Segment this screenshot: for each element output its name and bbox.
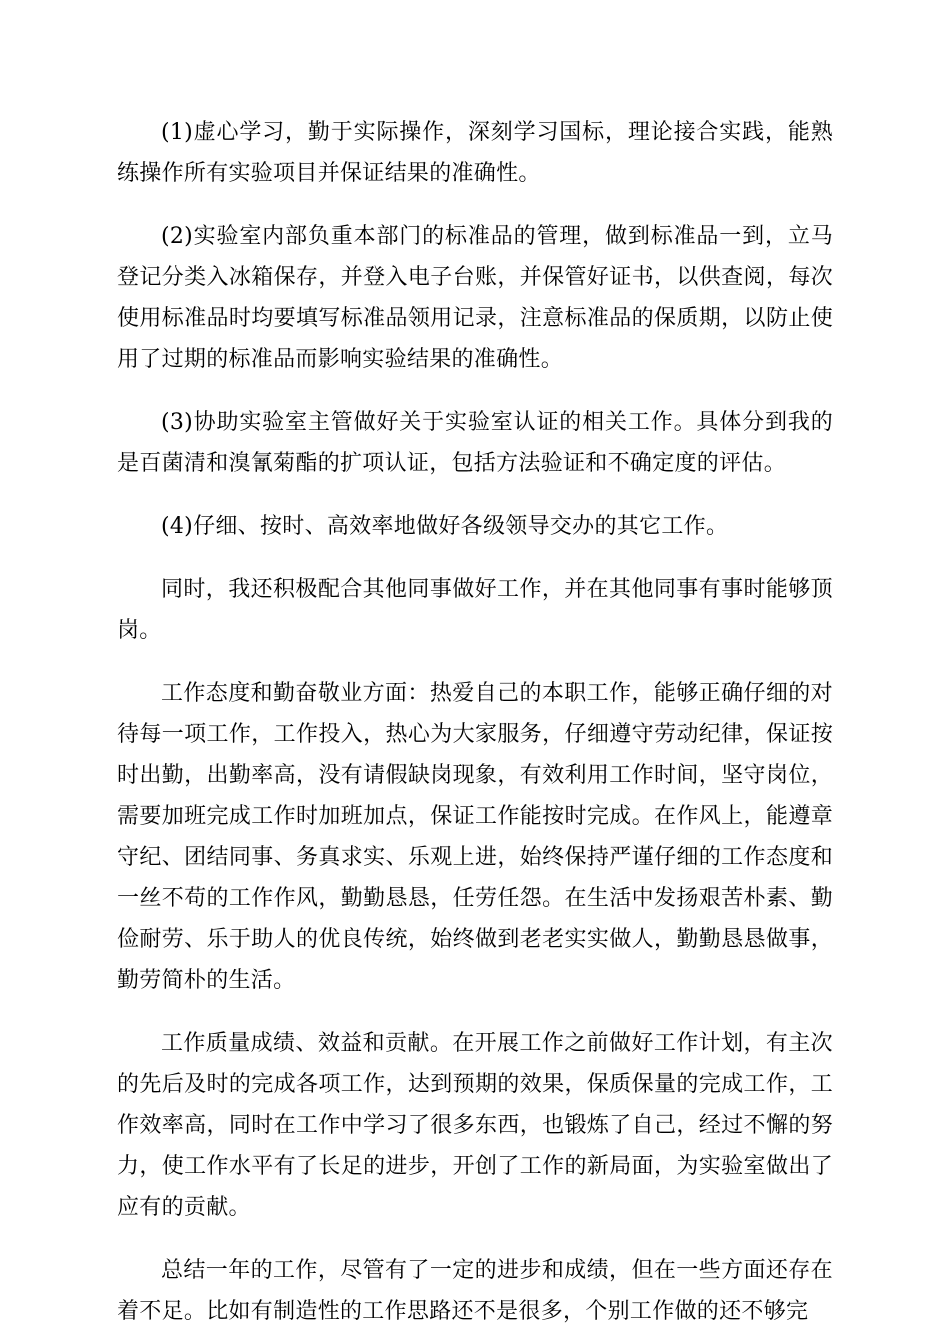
paragraph-annual-summary: 总结一年的工作，尽管有了一定的进步和成绩，但在一些方面还存在着不足。比如有制造性的工作思路还不是很多，个别工作做的还不够完	[117, 1258, 833, 1324]
paragraph-work-quality: 工作质量成绩、效益和贡献。在开展工作之前做好工作计划，有主次的先后及时的完成各项工作，达到预期的效果，保质保量的完成工作，工作效率高，同时在工作中学习了很多东西，也锻炼了自己，经过不懈的努力，使工作水平有了长足的进步，开创了工作的新局面，为实验室做出了应有的贡献。	[117, 1031, 833, 1220]
paragraph-item-1: (1)虚心学习，勤于实际操作，深刻学习国标，理论接合实践，能熟练操作所有实验项目并保证结果的准确性。	[117, 120, 833, 186]
paragraph-item-4: (4)仔细、按时、高效率地做好各级领导交办的其它工作。	[161, 514, 729, 539]
paragraph-work-attitude: 工作态度和勤奋敬业方面：热爱自己的本职工作，能够正确仔细的对待每一项工作，工作投入，热心为大家服务，仔细遵守劳动纪律，保证按时出勤，出勤率高，没有请假缺岗现象，有效利用工作时间，坚守岗位，需要加班完成工作时加班加点，保证工作能按时完成。在作风上，能遵章守纪、团结同事、务真求实、乐观上进，始终保持严谨仔细的工作态度和一丝不苟的工作作风，勤勤恳恳，任劳任怨。在生活中发扬艰苦朴素、勤俭耐劳、乐于助人的优良传统，始终做到老老实实做人，勤勤恳恳做事，勤劳简朴的生活。	[117, 681, 833, 993]
paragraph-item-2: (2)实验室内部负重本部门的标准品的管理，做到标准品一到，立马登记分类入冰箱保存，并登入电子台账，并保管好证书，以供查阅，每次使用标准品时均要填写标准品领用记录，注意标准品的保质期，以防止使用了过期的标准品而影响实验结果的准确性。	[117, 224, 833, 372]
paragraph-item-3: (3)协助实验室主管做好关于实验室认证的相关工作。具体分到我的是百菌清和溴氰菊酯的扩项认证，包括方法验证和不确定度的评估。	[117, 410, 833, 476]
paragraph-colleague-support: 同时，我还积极配合其他同事做好工作，并在其他同事有事时能够顶岗。	[117, 577, 833, 643]
document-body	[117, 112, 833, 1332]
